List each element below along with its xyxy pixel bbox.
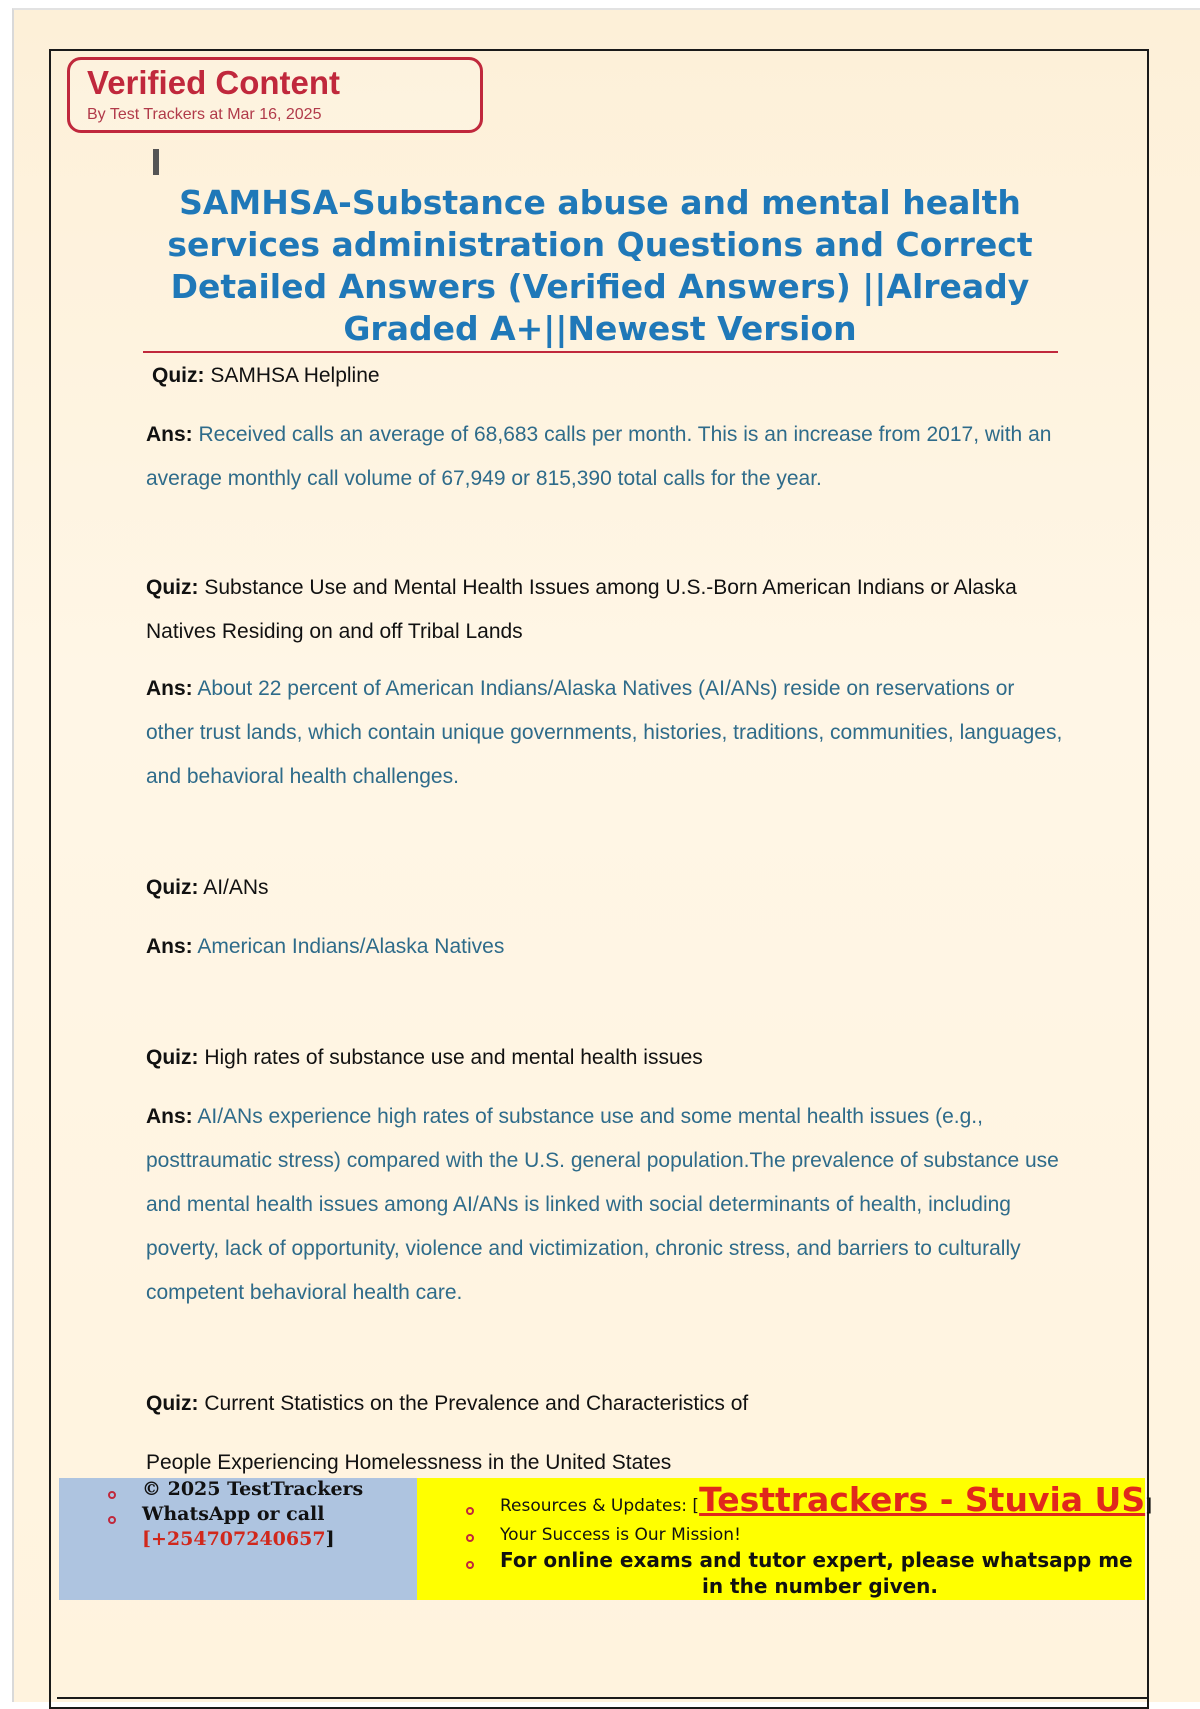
quiz-text: High rates of substance use and mental health issues <box>204 1046 703 1069</box>
quiz-item <box>152 354 1072 398</box>
quiz-label: Quiz: <box>146 876 199 899</box>
footer-copyright: © 2025 TestTrackers <box>142 1478 364 1500</box>
footer-resources-panel <box>417 1478 1153 1600</box>
footer-online-line2: in the number given. <box>701 1574 938 1598</box>
answer-text: AI/ANs experience high rates of substance use and some mental health issues (e.g., posttraumatic stress) compared with the U.S. general population.The prevalence of substance use and mental health issues among AI/ANs is linked with social determinants of health, including poverty, lack of opportunity, violence and victimization, chronic stress, and barriers to culturally competent behavioral health care. <box>146 1105 1059 1304</box>
footer-online-line1: For online exams and tutor expert, please whatsapp me <box>500 1548 1133 1572</box>
resources-bracket-close: ] <box>1145 1495 1153 1516</box>
bullet-icon <box>466 1507 474 1515</box>
answer-item <box>146 667 1066 799</box>
answer-item <box>146 1095 1066 1315</box>
footer-resources <box>500 1480 1152 1519</box>
quiz-text: Substance Use and Mental Health Issues among U.S.-Born American Indians or Alaska Natives Residing on and off Tribal Lands <box>146 576 1017 643</box>
bullet-icon <box>466 1534 474 1542</box>
footer-whatsapp-label: WhatsApp or call <box>142 1503 325 1525</box>
bullet-icon <box>466 1561 474 1569</box>
answer-item <box>146 413 1066 501</box>
resources-label: Resources & Updates: [ <box>500 1496 700 1516</box>
phone-bracket-open: [ <box>142 1528 151 1550</box>
verified-title: Verified Content <box>87 64 341 101</box>
footer-mission: Your Success is Our Mission! <box>500 1525 741 1545</box>
document-title: SAMHSA-Substance abuse and mental health services administration Questions and Correct Detailed Answers (Verified Answers) ||Already Graded A+||Newest Version <box>167 183 1033 348</box>
answer-label: Ans: <box>146 677 193 700</box>
quiz-text: AI/ANs <box>203 876 269 899</box>
answer-label: Ans: <box>146 423 193 446</box>
answer-text: Received calls an average of 68,683 calls per month. This is an increase from 2017, with an average monthly call volume of 67,949 or 815,390 total calls for the year. <box>146 423 1052 490</box>
quiz-label: Quiz: <box>146 1046 199 1069</box>
verified-subtitle: By Test Trackers at Mar 16, 2025 <box>87 106 322 123</box>
footer-phone <box>142 1528 335 1550</box>
quiz-label: Quiz: <box>152 364 205 387</box>
phone-number[interactable]: +254707240657 <box>151 1528 326 1550</box>
quiz-label: Quiz: <box>146 576 199 599</box>
footer-contact-panel <box>59 1478 417 1600</box>
answer-item <box>146 925 1066 969</box>
title-underline <box>143 351 1058 353</box>
phone-bracket-close: ] <box>325 1528 335 1550</box>
answer-label: Ans: <box>146 1105 193 1128</box>
quiz-item <box>146 866 1066 910</box>
quiz-item <box>146 1036 1066 1080</box>
quiz-text: Current Statistics on the Prevalence and Characteristics of <box>204 1392 749 1415</box>
bullet-icon <box>108 1516 116 1524</box>
bottom-border <box>57 1697 1147 1699</box>
verified-badge <box>67 57 483 133</box>
quiz-text-continued: People Experiencing Homelessness in the United States <box>146 1451 672 1474</box>
answer-label: Ans: <box>146 935 193 958</box>
stuvia-link[interactable]: Testtrackers - Stuvia US <box>699 1480 1146 1519</box>
quiz-item <box>146 1382 1066 1426</box>
quiz-label: Quiz: <box>146 1392 199 1415</box>
quiz-text: SAMHSA Helpline <box>210 364 380 387</box>
bullet-icon <box>108 1491 116 1499</box>
answer-text: American Indians/Alaska Natives <box>197 935 505 958</box>
answer-text: About 22 percent of American Indians/Alaska Natives (AI/ANs) reside on reservations or other trust lands, which contain unique governments, histories, traditions, communities, languages, and behavioral health challenges. <box>146 677 1063 788</box>
text-cursor <box>153 149 159 175</box>
quiz-item <box>146 566 1066 654</box>
